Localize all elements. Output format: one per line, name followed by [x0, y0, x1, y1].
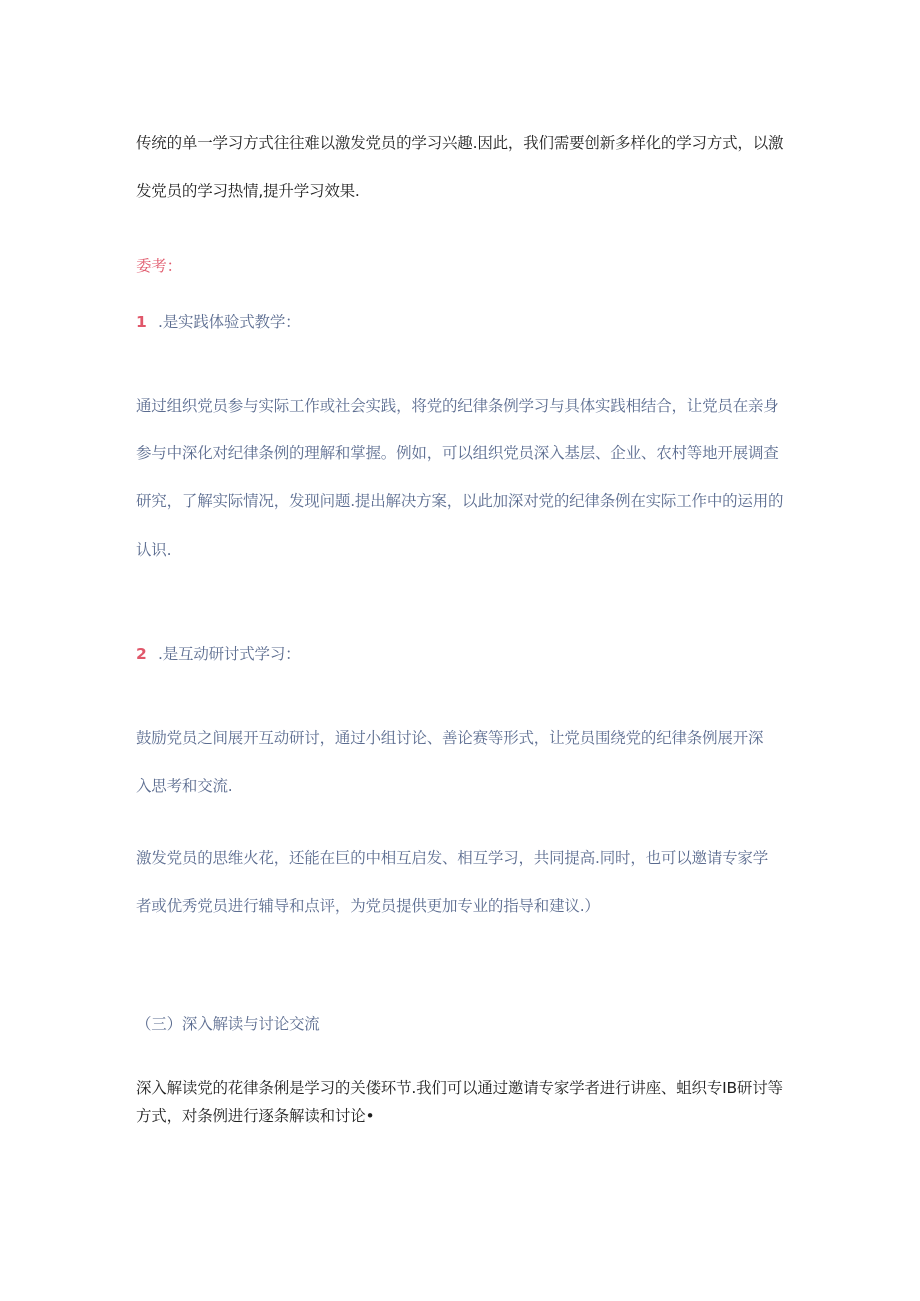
- item-1-heading: [136, 312, 300, 332]
- item-2-para-1-line-1: 鼓励党员之间展开互动研讨，通过小组讨论、善论赛等形式，让党员围绕党的纪律条例展开深: [136, 729, 764, 747]
- item-2-para-2-line-1: 激发党员的思维火花，还能在巨的中相互启发、相互学习，共同提高.同时，也可以邀请专家学: [136, 849, 769, 867]
- item-2-heading: [136, 644, 300, 664]
- item-2-title: .是互动研讨式学习：: [158, 645, 301, 663]
- section-3-heading: （三）深入解读与讨论交流: [136, 1015, 320, 1033]
- section-3-line-1: 深入解读党的花律条俐是学习的关偻环节.我们可以通过邀请专家学者进行讲座、蛆织专IB研讨等: [136, 1079, 783, 1097]
- item-2-para-1-line-2: 入思考和交流.: [136, 777, 233, 795]
- item-2-number: 2: [136, 645, 147, 663]
- reference-label: 委考：: [136, 257, 182, 275]
- item-1-line-2: 参与中深化对纪律条例的理解和掌握。例如，可以组织党员深入基层、企业、农村等地开展调查: [136, 444, 779, 462]
- item-1-line-1: 通过组织党员参与实际工作或社会实践，将党的纪律条例学习与具体实践相结合，让党员在亲身: [136, 397, 779, 415]
- item-1-line-4: 认识.: [136, 541, 172, 559]
- item-1-number: 1: [136, 313, 147, 331]
- item-1-line-3: 研究，了解实际情况，发现问题.提出解决方案，以此加深对党的纪律条例在实际工作中的运用的: [136, 492, 784, 510]
- section-3-line-2: 方式，对条例进行逐条解读和讨论•: [136, 1107, 375, 1125]
- intro-line-1: 传统的单一学习方式往往难以激发党员的学习兴趣.因此，我们需要创新多样化的学习方式，以激: [136, 134, 784, 152]
- item-1-title: .是实践体验式教学：: [158, 313, 301, 331]
- intro-line-2: 发党员的学习热情,提升学习效果.: [136, 182, 360, 200]
- item-2-para-2-line-2: 者或优秀党员进行辅导和点评，为党员提供更加专业的指导和建议.）: [136, 897, 600, 915]
